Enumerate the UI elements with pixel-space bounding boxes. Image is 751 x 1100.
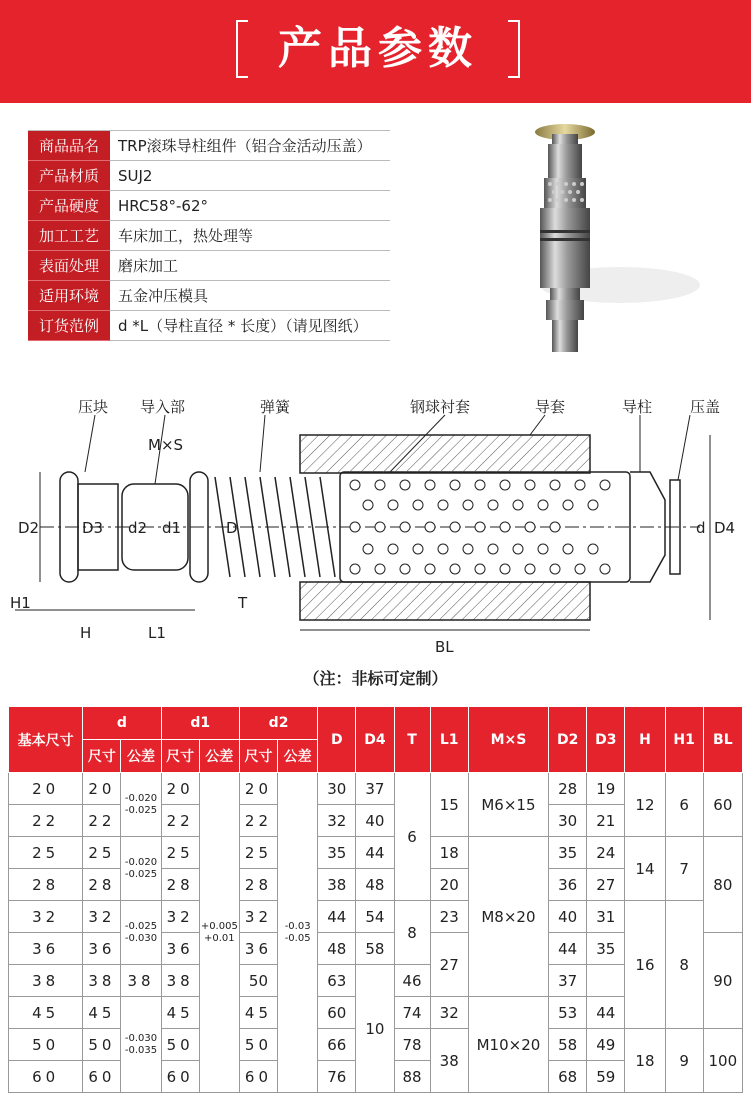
cell-D4: 54 (356, 901, 394, 933)
spec-row (28, 251, 390, 281)
callout-press-block: 压块 (78, 398, 109, 416)
spec-row (28, 281, 390, 311)
cell-H1: 7 (665, 837, 703, 901)
cell-D4: 74 (394, 997, 430, 1029)
cell-d2-tol: -0.03 -0.05 (278, 773, 318, 1093)
spec-key: 产品材质 (28, 161, 110, 191)
cell-BL: 80 (703, 837, 742, 933)
cell-H: 14 (625, 837, 665, 901)
cell-D3: 24 (587, 837, 625, 869)
callout-spring: 弹簧 (260, 398, 291, 416)
col-base: 基本尺寸 (9, 707, 83, 773)
cell-D: 44 (318, 901, 356, 933)
dim-D4: D4 (714, 519, 736, 537)
cell-d1-size: 36 (161, 933, 199, 965)
cell-D2: 40 (549, 901, 587, 933)
spec-table (28, 130, 390, 341)
cell-base: 36 (9, 933, 83, 965)
cell-L1: 20 (430, 869, 468, 901)
cell-d1-size: 60 (161, 1061, 199, 1093)
note-text: （注：非标可定制） (303, 669, 448, 688)
cell-d2-size: 20 (239, 773, 277, 805)
dimension-table (8, 706, 743, 1093)
cell-D2: 28 (549, 773, 587, 805)
cell-BL: 60 (703, 773, 742, 837)
col-L1: L1 (430, 707, 468, 773)
cell-d-size: 25 (83, 837, 121, 869)
cell-d-size: 60 (83, 1061, 121, 1093)
sub-tol: 公差 (278, 740, 318, 773)
callout-guide-entry: 导入部 (140, 398, 186, 416)
cell-D4: 78 (394, 1029, 430, 1061)
dim-D3: D3 (82, 519, 104, 537)
dim-mxs: M×S (148, 436, 184, 454)
cell-base: 25 (9, 837, 83, 869)
callout-guide-sleeve: 导套 (535, 398, 566, 416)
sub-size: 尺寸 (83, 740, 121, 773)
col-D2: D2 (549, 707, 587, 773)
cell-L1: 27 (430, 933, 468, 997)
dim-d: d (696, 519, 706, 537)
cell-d-size: 32 (83, 901, 121, 933)
cell-d2-size: 25 (239, 837, 277, 869)
cell-d1-size: 20 (161, 773, 199, 805)
dim-d2: d2 (128, 519, 148, 537)
spec-value: TRP滚珠导柱组件（铝合金活动压盖） (110, 131, 390, 161)
cell-D3: 49 (587, 1029, 625, 1061)
cell-D4: 63 (318, 965, 356, 997)
assembly-diagram (0, 380, 751, 660)
sub-size: 尺寸 (161, 740, 199, 773)
cell-D4: 88 (394, 1061, 430, 1093)
spec-row (28, 311, 390, 341)
cell-D: 30 (318, 773, 356, 805)
cell-d2-size: 38 (161, 965, 199, 997)
cell-L1: 32 (430, 997, 468, 1029)
cell-D3: 19 (587, 773, 625, 805)
cell-d-tol: -0.030 -0.035 (121, 997, 161, 1093)
table-row (9, 837, 743, 869)
cell-d2-size: 28 (239, 869, 277, 901)
col-D: D (318, 707, 356, 773)
dim-D2: D2 (18, 519, 40, 537)
spec-key: 加工工艺 (28, 221, 110, 251)
spec-value: 车床加工，热处理等 (110, 221, 390, 251)
cell-D2: 36 (549, 869, 587, 901)
cell-D: 38 (318, 869, 356, 901)
cell-H: 16 (625, 901, 665, 1029)
col-MxS: M×S (468, 707, 548, 773)
cell-D: 32 (318, 805, 356, 837)
cell-d2-size: 32 (239, 901, 277, 933)
dim-L1: L1 (148, 624, 166, 642)
table-row (9, 901, 743, 933)
col-d1: d1 (161, 707, 239, 740)
callout-cover: 压盖 (690, 398, 721, 416)
cell-d-size: 50 (83, 1029, 121, 1061)
cell-base: 60 (9, 1061, 83, 1093)
cell-D: 60 (318, 997, 356, 1029)
col-H1: H1 (665, 707, 703, 773)
cell-d1-size: 32 (161, 901, 199, 933)
guide-sleeve-top (300, 435, 590, 473)
spec-key: 表面处理 (28, 251, 110, 281)
cell-d1-size: 25 (161, 837, 199, 869)
sub-tol: 公差 (121, 740, 161, 773)
cell-D4: 44 (356, 837, 394, 869)
cell-D3: 59 (587, 1061, 625, 1093)
cell-D4: 48 (356, 869, 394, 901)
cell-D: 35 (318, 837, 356, 869)
cell-base: 32 (9, 901, 83, 933)
cell-d-tol: -0.020 -0.025 (121, 837, 161, 901)
cell-H: 12 (625, 773, 665, 837)
dim-H: H (80, 624, 92, 642)
header-banner (0, 0, 751, 103)
cell-H: 18 (625, 1029, 665, 1093)
cell-D2: 30 (549, 805, 587, 837)
cell-L1: 38 (430, 1029, 468, 1093)
cell-d1-size: 22 (161, 805, 199, 837)
cell-D3: 21 (587, 805, 625, 837)
cell-T: 10 (356, 965, 394, 1093)
spec-row (28, 131, 390, 161)
cell-D3: 31 (587, 901, 625, 933)
col-T: T (394, 707, 430, 773)
cell-base: 22 (9, 805, 83, 837)
cell-T: 8 (394, 901, 430, 965)
cell-D2: 35 (549, 837, 587, 869)
cell-d1-size: 50 (161, 1029, 199, 1061)
cell-L1: 15 (430, 773, 468, 837)
table-body (9, 773, 743, 1093)
cell-d2-size: 22 (239, 805, 277, 837)
cell-d2-size: 45 (239, 997, 277, 1029)
cell-D: 66 (318, 1029, 356, 1061)
spec-row (28, 221, 390, 251)
cell-MxS: M6×15 (468, 773, 548, 837)
cell-T: 6 (394, 773, 430, 901)
sub-tol: 公差 (199, 740, 239, 773)
cell-MxS: M10×20 (468, 997, 548, 1093)
guide-sleeve-bottom (300, 582, 590, 620)
spec-key: 产品硬度 (28, 191, 110, 221)
col-d2: d2 (239, 707, 317, 740)
cell-base: 45 (9, 997, 83, 1029)
cell-d-size: 22 (83, 805, 121, 837)
cell-L1: 23 (430, 901, 468, 933)
cell-d1-size: 38 (121, 965, 161, 997)
cell-H1: 8 (665, 901, 703, 1029)
cell-d2-size: 36 (239, 933, 277, 965)
dim-D: D (226, 519, 238, 537)
cell-D2: 44 (549, 933, 587, 965)
cell-d-size: 36 (83, 933, 121, 965)
cell-base: 20 (9, 773, 83, 805)
cell-D3: 37 (549, 965, 587, 997)
cell-base: 28 (9, 869, 83, 901)
cell-d-tol: -0.020 -0.025 (121, 773, 161, 837)
page-title: 产品参数 (278, 23, 478, 74)
cell-D4: 40 (356, 805, 394, 837)
cell-D: 48 (318, 933, 356, 965)
col-D4: D4 (356, 707, 394, 773)
col-D3: D3 (587, 707, 625, 773)
spec-value: d *L（导柱直径 * 长度）（请见图纸） (110, 311, 390, 341)
callout-ball-bushing: 钢球衬套 (410, 398, 471, 416)
cell-D3: 27 (587, 869, 625, 901)
cell-d-tol: -0.025 -0.030 (121, 901, 161, 965)
spec-value: HRC58°-62° (110, 191, 390, 221)
cell-D2: 46 (394, 965, 430, 997)
dim-BL: BL (435, 638, 454, 656)
cell-BL: 100 (703, 1029, 742, 1093)
spec-value: SUJ2 (110, 161, 390, 191)
cell-base: 38 (9, 965, 83, 997)
dim-d1: d1 (162, 519, 182, 537)
cell-D4: 58 (356, 933, 394, 965)
col-d: d (83, 707, 161, 740)
spec-row (28, 191, 390, 221)
cell-MxS: M8×20 (468, 837, 548, 997)
cell-d-size: 20 (83, 773, 121, 805)
spec-row (28, 161, 390, 191)
table-row (9, 773, 743, 805)
spec-key: 订货范例 (28, 311, 110, 341)
cell-D: 50 (239, 965, 277, 997)
callout-guide-pillar: 导柱 (622, 398, 653, 416)
cell-d2-size: 50 (239, 1029, 277, 1061)
cell-D4: 37 (356, 773, 394, 805)
cell-H1: 9 (665, 1029, 703, 1093)
sub-size: 尺寸 (239, 740, 277, 773)
cell-d-size: 28 (83, 869, 121, 901)
cell-BL: 90 (703, 933, 742, 1029)
cell-L1: 18 (430, 837, 468, 869)
spec-key: 适用环境 (28, 281, 110, 311)
cell-d1-tol: +0.005 +0.01 (199, 773, 239, 1093)
col-BL: BL (703, 707, 742, 773)
cell-D2: 68 (549, 1061, 587, 1093)
cell-d-size: 38 (83, 965, 121, 997)
dim-T: T (238, 594, 248, 612)
col-H: H (625, 707, 665, 773)
product-photo (470, 120, 710, 360)
spec-key: 商品品名 (28, 131, 110, 161)
cell-D3: 44 (587, 997, 625, 1029)
cell-D: 76 (318, 1061, 356, 1093)
cell-d1-size: 45 (161, 997, 199, 1029)
cell-d1-size: 28 (161, 869, 199, 901)
cell-D2: 58 (549, 1029, 587, 1061)
cell-d-size: 45 (83, 997, 121, 1029)
cell-D3: 35 (587, 933, 625, 965)
dim-H1: H1 (10, 594, 31, 612)
cell-D2: 53 (549, 997, 587, 1029)
cell-d2-size: 60 (239, 1061, 277, 1093)
spec-value: 磨床加工 (110, 251, 390, 281)
cell-H1: 6 (665, 773, 703, 837)
spec-value: 五金冲压模具 (110, 281, 390, 311)
cell-base: 50 (9, 1029, 83, 1061)
